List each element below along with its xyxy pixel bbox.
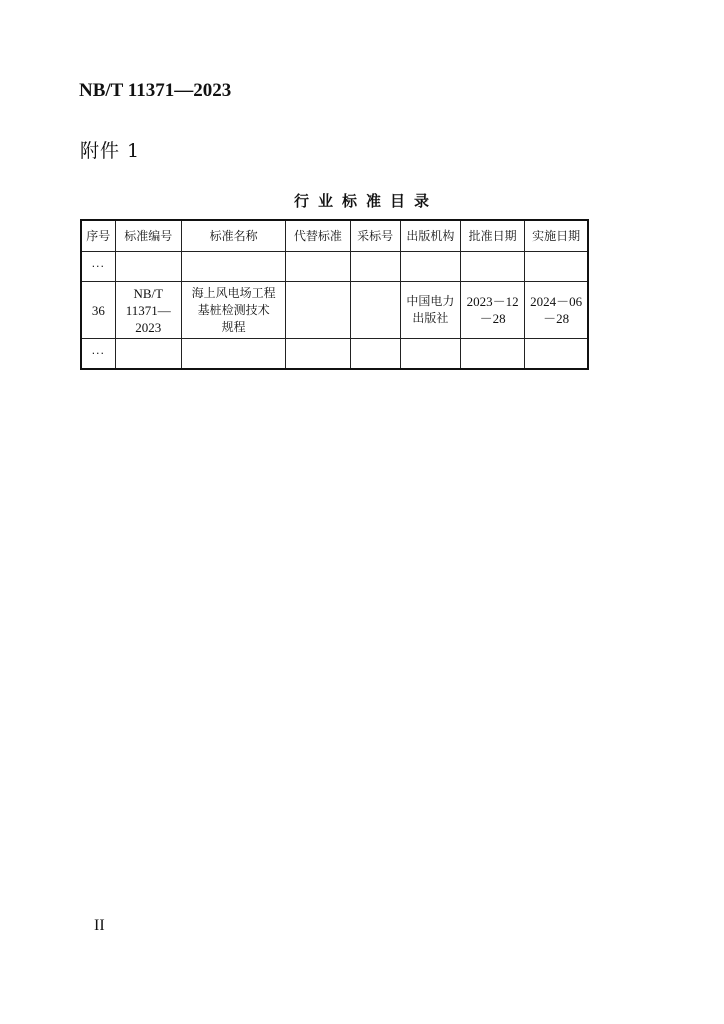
table-row-ellipsis-top (81, 252, 588, 282)
page-number: II (94, 917, 105, 934)
entry-seq: 36 (81, 282, 115, 339)
table-row-ellipsis-bottom (81, 339, 588, 370)
entry-implement-date: 2024－06 －28 (525, 282, 588, 339)
column-header-approve-date: 批准日期 (460, 220, 524, 252)
column-header-publisher: 出版机构 (400, 220, 460, 252)
entry-code: NB/T 11371— 2023 (115, 282, 181, 339)
table-header-row (81, 220, 588, 252)
entry-publisher: 中国电力 出版社 (400, 282, 460, 339)
entry-name: 海上风电场工程 基桩检测技术 规程 (181, 282, 285, 339)
ellipsis-cell: ... (81, 252, 115, 282)
standards-catalog-table (80, 219, 589, 370)
column-header-replaced: 代替标准 (286, 220, 350, 252)
entry-replaced (286, 282, 350, 339)
column-header-name: 标准名称 (181, 220, 285, 252)
standard-code: NB/T 11371—2023 (79, 80, 232, 101)
column-header-implement-date: 实施日期 (525, 220, 588, 252)
ellipsis-cell: ... (81, 339, 115, 370)
table-title: 行业标准目录 (293, 192, 438, 210)
entry-approve-date: 2023－12 －28 (460, 282, 524, 339)
table-row-entry (81, 282, 588, 339)
entry-adopted (350, 282, 400, 339)
column-header-seq: 序号 (81, 220, 115, 252)
column-header-code: 标准编号 (115, 220, 181, 252)
attachment-label: 附件 1 (80, 140, 141, 162)
column-header-adopted: 采标号 (350, 220, 400, 252)
